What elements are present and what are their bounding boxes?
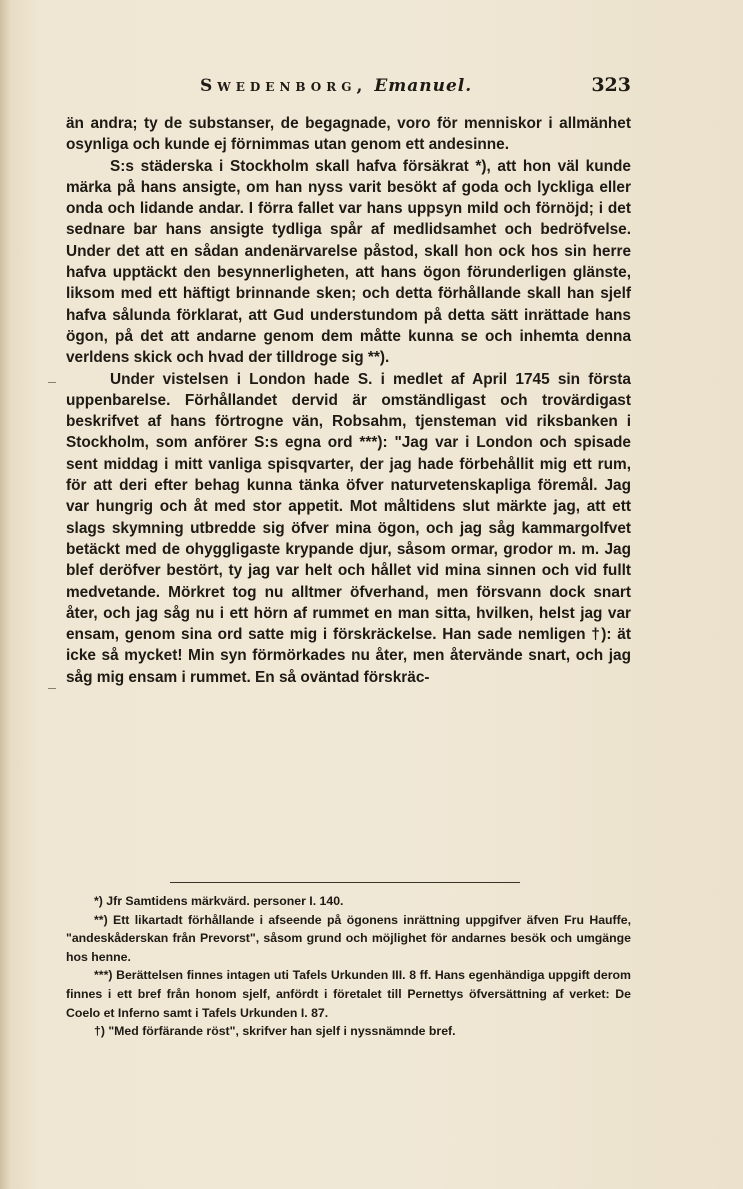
footnote-4: †) "Med förfärande röst", skrifver han sjelf i nyssnämnde bref. [94,1024,456,1039]
footnote-3: ***) Berättelsen finnes intagen uti Tafels Urkunden III. 8 ff. Hans egenhändiga uppgift derom finnes i ett bref från honom sjelf, anfördt i företalet till Pernettys öfversättning af verket: De Coelo et Inferno samt i Tafels Urkunden I. 87. [66,968,631,1020]
paragraph-1: än andra; ty de substanser, de begagnade, voro för menniskor i allmänhet osynliga och kunde ej förnimmas utan genom ett andesinne. [66,115,631,154]
header-given-name: Emanuel. [374,76,473,96]
footnote-rule [170,882,520,883]
margin-mark [48,688,56,689]
footnote-2: **) Ett likartadt förhållande i afseende på ögonens inrättning uppgifver äfven Fru Hauffe, "andeskåderskan från Prevorst", såsom grund och möjlighet för andarnes besök och umgänge hos henne. [66,912,631,964]
footnotes [66,892,631,1041]
paragraph-2: S:s städerska i Stockholm skall hafva försäkrat *), att hon väl kunde märka på hans ansigte, om han nyss varit besökt af goda och lyckliga eller onda och lidande andar. I förra fallet var hans uppsyn mild och förnöjd; i det sednare bar hans ansigte tydliga spår af medlidsamhet och bedröfvelse. Under det att en sådan andenärvarelse påstod, skall hon ock hos sin herre hafva upptäckt den besynnerligheten, att hans ögon förunderligen glänste, liksom med ett häftigt brinnande sken; och detta förhållande skall han sjelf hafva sålunda förklarat, att Gud understundom på detta sätt inrättade hans ögon, på det att andarne genom dem måtte kunna se och inhemta denna verldens skick och hvad der tilldroge sig **). [66,157,631,367]
running-title [200,76,472,96]
footnote-1: *) Jfr Samtidens märkvärd. personer I. 140. [94,894,344,908]
main-text [66,113,631,688]
paragraph-3: Under vistelsen i London hade S. i medlet af April 1745 sin första uppenbarelse. Förhållandet dervid är omständligast och trovärdigast beskrifvet af hans förtrogne vän, Robsahm, tjensteman vid riksbanken i Stockholm, som anförer S:s egna ord ***): "Jag var i London och spisade sent middag i mitt vanliga spisqvarter, der jag hade förbehållit mig ett rum, för att deri efter behag kunna tänka öfver naturvetenskapliga föremål. Jag var hungrig och åt med stor appetit. Mot måltidens slut märkte jag, att ett slags skymning utbredde sig öfver mina ögon, och jag såg kammargolfvet betäckt med de ohyggligaste krypande djur, såsom ormar, grodor m. m. Jag blef deröfver bestört, ty jag var helt och hållet vid mina sinnen och vid fullt medvetande. Mörkret tog nu alltmer öfverhand, men försvann dock snart åter, och jag såg nu i ett hörn af rummet en man sitta, hvilken, helst jag var ensam, genom sina ord satte mig i förskräckelse. Han sade nemligen †): ät icke så mycket! Min syn förmörkades nu åter, men återvände snart, och jag såg mig ensam i rummet. En så oväntad förskräc- [66,370,631,686]
running-header [66,72,631,102]
page-number: 323 [591,74,631,96]
binding-edge [0,0,10,1189]
margin-mark [48,382,56,383]
header-surname: Swedenborg, [200,76,368,96]
